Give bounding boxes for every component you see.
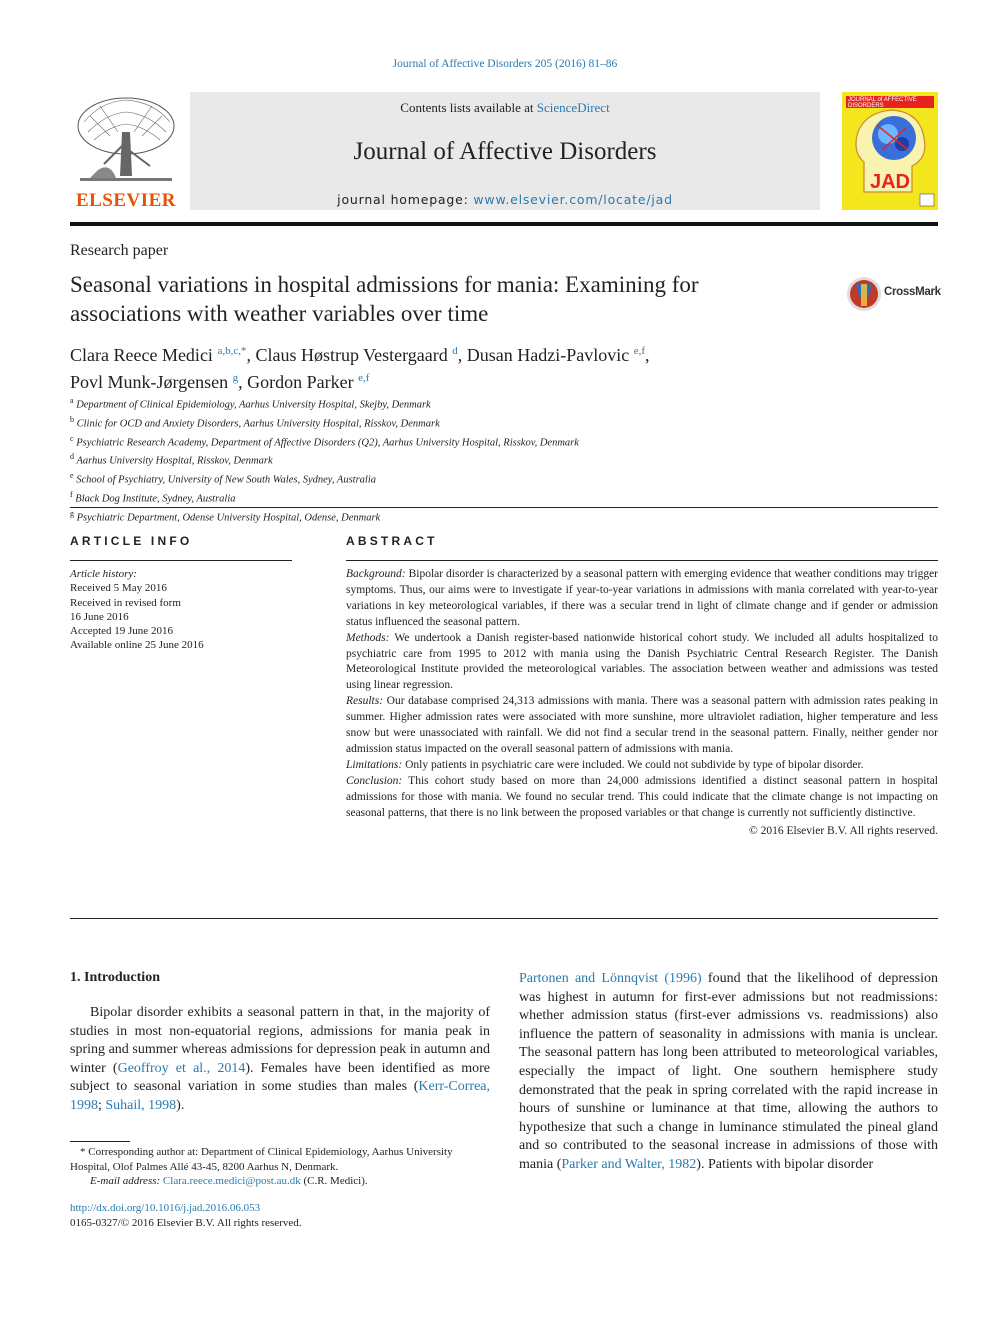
- elsevier-wordmark: ELSEVIER: [75, 190, 177, 211]
- section-divider-top: [70, 507, 938, 508]
- abstract-section: [346, 758, 938, 774]
- abstract-heading: ABSTRACT: [346, 534, 438, 548]
- email-note: [70, 1174, 490, 1189]
- author-affiliation-marker[interactable]: e,f: [358, 372, 370, 384]
- affiliation-key: a: [70, 396, 74, 405]
- homepage-line: [190, 192, 820, 207]
- abstract-section: [346, 567, 938, 631]
- footnotes: [70, 1145, 490, 1189]
- history-item: Received in revised form: [70, 596, 181, 609]
- cover-head-illustration-icon: [842, 92, 938, 210]
- article-info-divider: [70, 560, 292, 561]
- citation-link[interactable]: Parker and Walter, 1982: [561, 1156, 697, 1172]
- abstract-copyright: © 2016 Elsevier B.V. All rights reserved.: [749, 824, 938, 837]
- issn-line: 0165-0327/© 2016 Elsevier B.V. All rights reserved.: [70, 1216, 302, 1229]
- journal-cover-image[interactable]: [842, 92, 938, 210]
- abstract-section: [346, 694, 938, 758]
- affiliation-item: [70, 507, 830, 526]
- email-link[interactable]: Clara.reece.medici@post.au.dk: [162, 1175, 301, 1187]
- article-history: [70, 567, 290, 653]
- doi-link[interactable]: http://dx.doi.org/10.1016/j.jad.2016.06.053: [70, 1202, 261, 1214]
- body-text: ). Females have been identified as more subject to seasonal variation in some studies than males (: [70, 1060, 491, 1095]
- body-text: found that the likelihood of depression was highest in autumn for first-ever admissions but not readmissions: whether admission status (first-ever admissions vs. readmissions) also influence the pattern of seasonality in admissions with mania is unclear. The seasonal pattern has long been attributed to meteorological variables, especially the impact of light. One southern hemisphere study demonstrated that the peak in spring correlated with the rapid increase in hours of sunshine or luminance at that time, allowing the authors to hypothesize that such a change in luminance stimulated the pineal gland and so contributed to the seasonal increase in admissions of those with mania (: [519, 971, 938, 1172]
- contents-prefix: Contents lists available at: [400, 100, 537, 115]
- email-label: E-mail address:: [90, 1175, 163, 1187]
- homepage-prefix: journal homepage:: [337, 192, 474, 207]
- footnote-divider: [70, 1141, 130, 1142]
- body-text: ). Patients with bipolar disorder: [696, 1156, 874, 1172]
- journal-title[interactable]: Journal of Affective Disorders: [353, 138, 657, 165]
- elsevier-tree-icon: [70, 92, 182, 190]
- affiliation-key: f: [70, 489, 73, 499]
- history-item: Accepted 19 June 2016: [70, 625, 173, 638]
- corresponding-author-note: * Corresponding author at: Department of Clinical Epidemiology, Aarhus University Hospital, Olof Palmes Allé 43-45, 8200 Aarhus N, Denmark.: [70, 1146, 453, 1173]
- author-separator: ,: [645, 345, 650, 365]
- contents-line: [190, 100, 820, 116]
- body-text: ).: [176, 1097, 185, 1113]
- history-label: Article history:: [70, 568, 137, 580]
- affiliation-text: Psychiatric Department, Odense University Hospital, Odense, Denmark: [76, 512, 381, 524]
- abstract-body: [346, 567, 938, 839]
- author-name[interactable]: Claus Høstrup Vestergaard: [255, 345, 448, 365]
- author-affiliation-marker[interactable]: a,b,c,*: [217, 345, 247, 357]
- author-separator: ,: [246, 345, 256, 365]
- author-affiliation-marker[interactable]: e,f: [633, 345, 646, 357]
- abstract-section: [346, 631, 938, 695]
- body-text: ;: [98, 1097, 106, 1113]
- affiliation-text: Aarhus University Hospital, Risskov, Denmark: [76, 455, 273, 467]
- intro-left-column: [70, 1004, 490, 1116]
- affiliation-key: d: [70, 452, 74, 462]
- author-name[interactable]: Clara Reece Medici: [70, 345, 213, 365]
- citation-link[interactable]: Geoffroy et al., 2014: [117, 1060, 246, 1076]
- author-affiliation-marker[interactable]: g: [232, 372, 239, 384]
- article-info-heading: ARTICLE INFO: [70, 534, 193, 548]
- affiliation-text: Department of Clinical Epidemiology, Aarhus University Hospital, Skejby, Denmark: [76, 399, 431, 411]
- affiliation-item: [70, 450, 830, 469]
- abstract-section-text: We undertook a Danish register-based nationwide historical cohort study. We included all adults hospitalized to psychiatric care from 1995 to 2012 with mania using the Danish Psychiatric Central Research Register. The Danish Meteorological Institute provided the meteorological variables. The association between weather and admissions was tested using linear regression.: [346, 631, 938, 692]
- citation-link[interactable]: Partonen and Lönnqvist (1996): [519, 971, 702, 986]
- abstract-sections: [346, 567, 938, 822]
- crossmark-label: CrossMark: [884, 286, 941, 298]
- paper-title: Seasonal variations in hospital admissions for mania: Examining for associations with weather variables over time: [70, 272, 699, 326]
- citation-link[interactable]: Suhail, 1998: [105, 1097, 177, 1113]
- affiliation-text: Clinic for OCD and Anxiety Disorders, Aarhus University Hospital, Risskov, Denmark: [76, 418, 440, 430]
- author-separator: ,: [238, 372, 248, 392]
- abstract-section-text: Our database comprised 24,313 admissions with mania. There was a seasonal pattern with admission rates peaking in summer. Higher admission rates were associated with more sunshine, more ultraviolet radiation, higher temperature and less snow but were unassociated with rainfall. We did not find a secular trend in the seasonal pattern. Finally, neither gender nor admission status impacted on the overall seasonal pattern of admissions with mania.: [346, 695, 938, 755]
- abstract-section-text: Bipolar disorder is characterized by a seasonal pattern with emerging evidence that weather conditions may trigger symptoms. Thus, our aims were to investigate if year-to-year variations in admissions with mania correlated with year-to-year variations in key meteorological variables, if there was a secular trend in light of climate change and if gender or admission status influenced the seasonal pattern.: [346, 568, 938, 628]
- affiliation-list: [70, 394, 830, 526]
- author-list: [70, 340, 770, 394]
- cover-journal-name: JOURNAL of AFFECTIVE DISORDERS: [848, 97, 917, 109]
- crossmark-badge[interactable]: [846, 276, 946, 312]
- affiliation-key: g: [70, 508, 74, 518]
- cover-jad-text: JAD: [869, 171, 911, 193]
- affiliation-key: e: [70, 471, 74, 481]
- abstract-section-text: Only patients in psychiatric care were included. We could not subdivide by type of bipolar disorder.: [405, 758, 864, 771]
- abstract-section-label: Results:: [346, 695, 384, 708]
- author-affiliation-marker[interactable]: d: [452, 345, 458, 357]
- author-separator: ,: [457, 345, 467, 365]
- abstract-section-label: Methods:: [346, 631, 390, 644]
- history-item: Received 5 May 2016: [70, 582, 167, 595]
- abstract-section-label: Limitations:: [346, 758, 403, 771]
- doi-block: [70, 1201, 490, 1230]
- introduction-heading: 1. Introduction: [70, 970, 160, 985]
- affiliation-item: [70, 413, 830, 432]
- article-type: Research paper: [70, 242, 169, 259]
- affiliation-key: b: [70, 414, 74, 424]
- email-suffix: (C.R. Medici).: [300, 1175, 368, 1187]
- header-divider: [70, 222, 938, 226]
- history-item: Available online 25 June 2016: [70, 639, 204, 652]
- body-text: Bipolar disorder exhibits a seasonal pattern in that, in the majority of studies in most non-equatorial regions, admissions for mania peak in spring and summer whereas admissions for depression peak in autumn and winter (: [70, 1005, 490, 1076]
- affiliation-text: Psychiatric Research Academy, Department of Affective Disorders (Q2), Aarhus University Hospital, Risskov, Denmark: [76, 437, 579, 449]
- citation-link[interactable]: Kerr-Correa, 1998: [70, 1079, 490, 1113]
- abstract-section: [346, 774, 938, 822]
- affiliation-item: [70, 488, 830, 507]
- journal-header: [70, 92, 938, 220]
- history-item: 16 June 2016: [70, 610, 129, 623]
- affiliation-key: c: [70, 433, 74, 443]
- affiliation-item: [70, 394, 830, 413]
- homepage-link[interactable]: www.elsevier.com/locate/jad: [473, 192, 673, 207]
- history-lines: [70, 581, 290, 652]
- abstract-section-text: This cohort study based on more than 24,000 admissions identified a distinct seasonal pattern in hospital admissions for those with mania. We found no secular trend. This could indicate that the climate change is not impacting on seasonal patterns, that there is no link between the proposed variables or that change is currently not sufficiently distinctive.: [346, 774, 938, 819]
- elsevier-logo[interactable]: [70, 92, 182, 212]
- affiliation-text: Black Dog Institute, Sydney, Australia: [75, 493, 236, 505]
- journal-citation-link[interactable]: Journal of Affective Disorders 205 (2016) 81–86: [392, 58, 618, 70]
- section-divider-bottom: [70, 918, 938, 919]
- author-name[interactable]: Gordon Parker: [247, 372, 354, 392]
- author-name[interactable]: Dusan Hadzi-Pavlovic: [466, 345, 630, 365]
- affiliation-text: School of Psychiatry, University of New South Wales, Sydney, Australia: [76, 474, 376, 486]
- abstract-divider: [346, 560, 938, 561]
- crossmark-icon: [846, 276, 882, 312]
- journal-banner: [190, 92, 820, 210]
- author-name[interactable]: Povl Munk-Jørgensen: [70, 372, 229, 392]
- abstract-section-label: Background:: [346, 568, 406, 580]
- abstract-section-label: Conclusion:: [346, 774, 403, 787]
- intro-right-column: [519, 970, 938, 1175]
- affiliation-item: [70, 469, 830, 488]
- sciencedirect-link[interactable]: ScienceDirect: [536, 100, 610, 115]
- affiliation-item: [70, 432, 830, 451]
